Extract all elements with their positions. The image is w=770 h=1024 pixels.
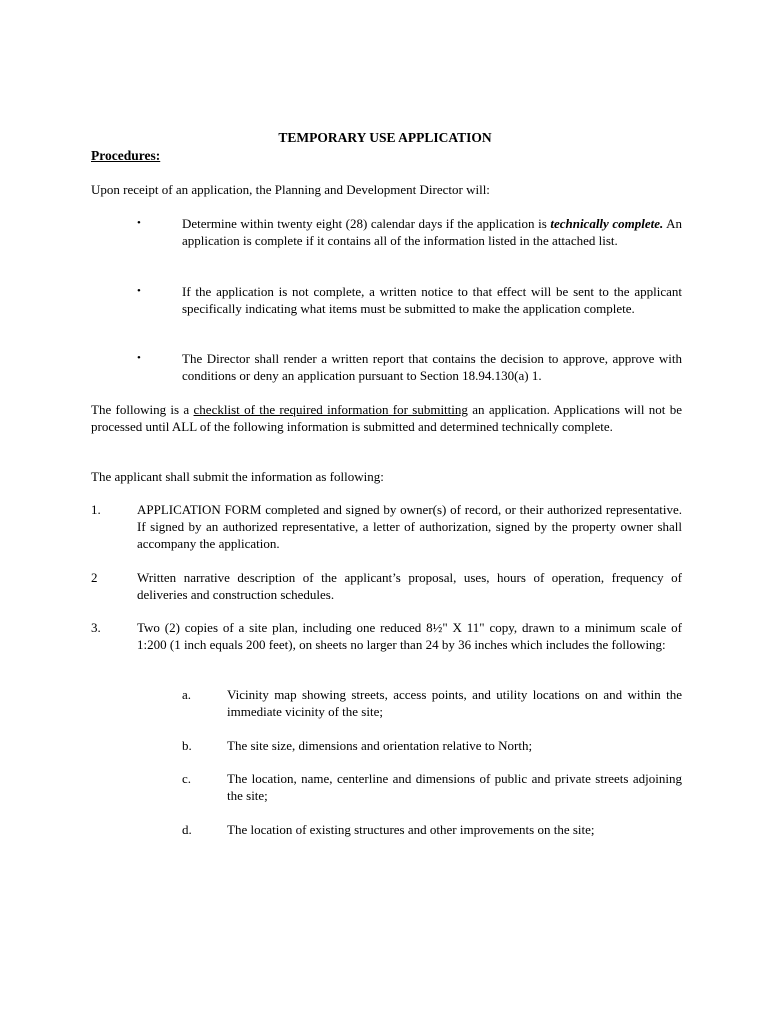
paragraph-text: The following is a	[91, 402, 194, 417]
sub-item-streets: The location, name, centerline and dimensions of public and private streets adjoining the site;	[227, 771, 682, 803]
document-title: TEMPORARY USE APPLICATION	[278, 130, 492, 145]
procedures-heading: Procedures:	[91, 148, 161, 163]
checklist-paragraph	[91, 401, 682, 435]
bullet-marker: •	[137, 352, 141, 364]
sub-item-vicinity-map: Vicinity map showing streets, access points, and utility locations on and within the immediate vicinity of the site;	[227, 687, 682, 719]
bullet-item-completeness	[182, 215, 682, 249]
sub-item-letter: d.	[182, 822, 192, 837]
sub-item-letter: c.	[182, 771, 192, 786]
bullet-item-director-report: The Director shall render a written report that contains the decision to approve, approve with conditions or deny an application pursuant to Section 18.94.130(a) 1.	[182, 351, 682, 383]
sub-item-site-size: The site size, dimensions and orientation relative to North;	[227, 738, 533, 753]
sub-item-letter: b.	[182, 738, 192, 753]
item-number: 1.	[91, 502, 101, 517]
bullet-item-incomplete-notice: If the application is not complete, a written notice to that effect will be sent to the applicant specifically indicating what items must be submitted to make the application complete.	[182, 284, 682, 316]
bullet-text: An application is complete if it contains all of the information listed in the attached list.	[182, 216, 682, 248]
numbered-item-site-plan: Two (2) copies of a site plan, including one reduced 8½" X 11" copy, drawn to a minimum scale of 1:200 (1 inch equals 200 feet), on sheets no larger than 24 by 36 inches which includes the following:	[137, 620, 682, 652]
sub-item-letter: a.	[182, 687, 192, 702]
bullet-marker: •	[137, 285, 141, 297]
bullet-text: Determine within twenty eight (28) calendar days if the application is	[182, 216, 551, 231]
sub-item-existing-structures: The location of existing structures and other improvements on the site;	[227, 822, 595, 837]
item-number: 3.	[91, 620, 101, 635]
submit-intro: The applicant shall submit the information as following:	[91, 469, 384, 484]
emphasis-text: technically complete.	[550, 216, 664, 231]
numbered-item-narrative: Written narrative description of the applicant’s proposal, uses, hours of operation, frequency of deliveries and construction schedules.	[137, 570, 682, 602]
underlined-text: checklist of the required information for submitting	[193, 402, 468, 417]
intro-text: Upon receipt of an application, the Planning and Development Director will:	[91, 182, 490, 197]
numbered-item-application-form: APPLICATION FORM completed and signed by owner(s) of record, or their authorized representative. If signed by an authorized representative, a letter of authorization, signed by the property owner shall accompany the application.	[137, 502, 682, 551]
paragraph-text: an application. Applications will not be processed until ALL of the following information is submitted and determined technically complete.	[91, 402, 682, 434]
item-number: 2	[91, 570, 98, 585]
bullet-marker: •	[137, 217, 141, 229]
